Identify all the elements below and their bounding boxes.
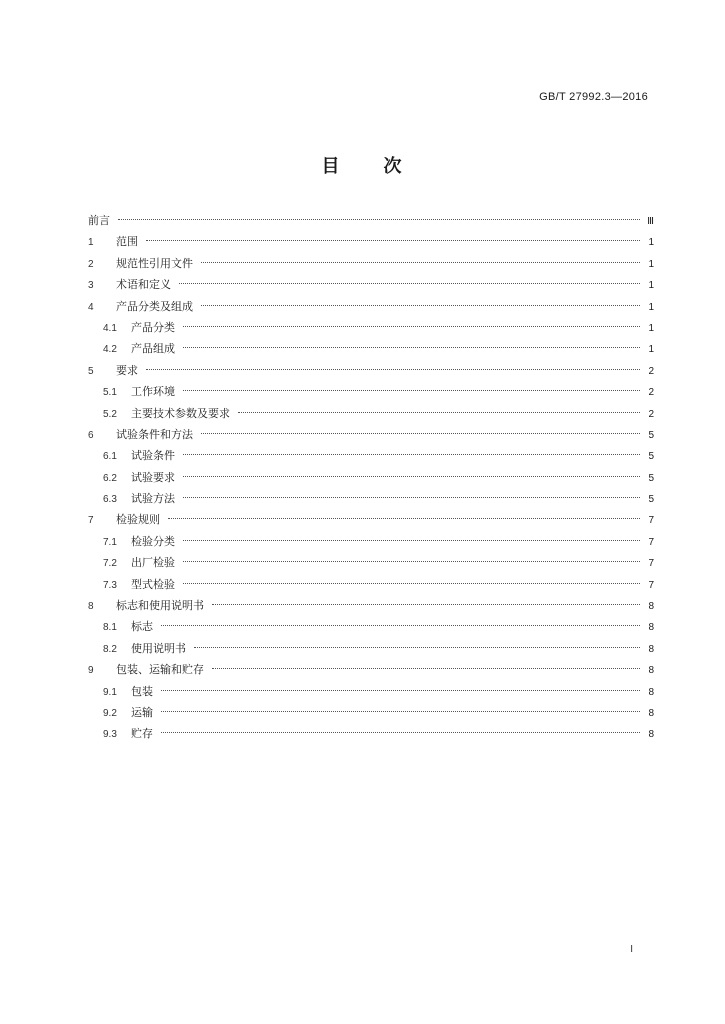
toc-leader-dots (212, 668, 640, 669)
toc-entry-label: 要求 (116, 363, 138, 377)
toc-leader-dots (238, 412, 640, 413)
toc-entry[interactable] (88, 360, 654, 381)
toc-entry[interactable] (88, 253, 654, 274)
toc-entry-page: 7 (648, 558, 654, 570)
toc-entry-label: 范围 (116, 235, 138, 249)
toc-entry-label: 试验条件 (131, 449, 175, 463)
toc-leader-dots (201, 305, 640, 306)
toc-entry[interactable] (88, 531, 654, 552)
toc-entry-number: 4.1 (103, 322, 117, 334)
toc-entry-label: 标志和使用说明书 (116, 599, 204, 613)
toc-entry[interactable] (88, 595, 654, 616)
toc-entry-label: 标志 (131, 620, 153, 634)
toc-entry-page: 1 (648, 237, 654, 249)
toc-entry-label: 产品分类 (131, 320, 175, 334)
toc-leader-dots (201, 262, 640, 263)
toc-entry-number: 7.3 (103, 579, 117, 591)
toc-entry[interactable] (88, 681, 654, 702)
toc-entry[interactable] (88, 723, 654, 744)
toc-entry[interactable] (88, 338, 654, 359)
toc-entry-page: 5 (648, 451, 654, 463)
toc-entry-label: 检验规则 (116, 513, 160, 527)
toc-entry-label: 术语和定义 (116, 278, 171, 292)
toc-entry-label: 试验要求 (131, 470, 175, 484)
standard-code: GB/T 27992.3—2016 (539, 91, 648, 103)
toc-entry-number: 5.2 (103, 408, 117, 420)
toc-entry-page: Ⅲ (647, 216, 654, 227)
toc-leader-dots (183, 497, 640, 498)
toc-entry[interactable] (88, 274, 654, 295)
toc-entry[interactable] (88, 467, 654, 488)
toc-entry-number: 1 (88, 237, 94, 249)
title-char-1: 目 (321, 156, 342, 177)
toc-entry-page: 7 (648, 579, 654, 591)
page-title (0, 152, 725, 178)
toc-entry-label: 产品分类及组成 (116, 299, 193, 313)
toc-entry-number: 8.2 (103, 643, 117, 655)
toc-entry-page: 8 (648, 643, 654, 655)
toc-entry-page: 1 (648, 280, 654, 292)
toc-entry-page: 7 (648, 515, 654, 527)
toc-leader-dots (146, 369, 640, 370)
toc-entry-number: 5 (88, 365, 94, 377)
toc-entry-number: 4 (88, 301, 94, 313)
toc-leader-dots (183, 540, 640, 541)
toc-leader-dots (179, 283, 640, 284)
table-of-contents (88, 210, 654, 745)
toc-entry-number: 9 (88, 665, 94, 677)
toc-leader-dots (183, 390, 640, 391)
toc-leader-dots (161, 625, 640, 626)
toc-entry-page: 2 (648, 408, 654, 420)
toc-entry-number: 9.1 (103, 686, 117, 698)
toc-leader-dots (161, 711, 640, 712)
toc-entry[interactable] (88, 210, 654, 231)
title-char-2: 次 (383, 156, 404, 177)
toc-entry-page: 8 (648, 707, 654, 719)
toc-leader-dots (168, 518, 640, 519)
toc-leader-dots (212, 604, 640, 605)
toc-leader-dots (183, 326, 640, 327)
toc-entry-label: 产品组成 (131, 342, 175, 356)
toc-entry-page: 5 (648, 429, 654, 441)
toc-entry[interactable] (88, 403, 654, 424)
toc-entry-number: 3 (88, 280, 94, 292)
toc-entry-page: 2 (648, 365, 654, 377)
toc-entry-number: 2 (88, 258, 94, 270)
toc-entry-label: 包装、运输和贮存 (116, 663, 204, 677)
toc-entry-page: 8 (648, 729, 654, 741)
toc-entry-label: 试验条件和方法 (116, 427, 193, 441)
toc-entry-label: 前言 (88, 214, 110, 227)
toc-entry[interactable] (88, 424, 654, 445)
toc-entry[interactable] (88, 702, 654, 723)
toc-entry[interactable] (88, 296, 654, 317)
toc-entry-number: 9.2 (103, 707, 117, 719)
toc-entry[interactable] (88, 659, 654, 680)
page-number: I (630, 944, 633, 955)
toc-leader-dots (183, 561, 640, 562)
toc-entry-page: 1 (648, 301, 654, 313)
toc-entry-number: 8.1 (103, 622, 117, 634)
toc-entry-page: 1 (648, 258, 654, 270)
toc-entry-page: 7 (648, 536, 654, 548)
toc-entry-number: 6.2 (103, 472, 117, 484)
toc-leader-dots (146, 240, 640, 241)
toc-entry-number: 7 (88, 515, 94, 527)
toc-entry-label: 检验分类 (131, 534, 175, 548)
toc-leader-dots (183, 454, 640, 455)
toc-entry-number: 7.2 (103, 558, 117, 570)
toc-entry-page: 8 (648, 665, 654, 677)
toc-leader-dots (161, 732, 640, 733)
toc-leader-dots (161, 690, 640, 691)
toc-entry[interactable] (88, 552, 654, 573)
toc-entry-page: 2 (648, 387, 654, 399)
toc-entry-page: 1 (648, 344, 654, 356)
toc-entry-number: 5.1 (103, 387, 117, 399)
toc-entry-label: 试验方法 (131, 492, 175, 506)
toc-entry-page: 8 (648, 601, 654, 613)
toc-entry-label: 包装 (131, 684, 153, 698)
toc-entry-label: 规范性引用文件 (116, 256, 193, 270)
toc-entry-label: 型式检验 (131, 577, 175, 591)
toc-entry-page: 1 (648, 322, 654, 334)
toc-entry[interactable] (88, 231, 654, 252)
toc-entry-label: 工作环境 (131, 385, 175, 399)
toc-entry-label: 运输 (131, 705, 153, 719)
toc-entry[interactable] (88, 317, 654, 338)
toc-entry-number: 4.2 (103, 344, 117, 356)
toc-leader-dots (118, 219, 640, 220)
toc-entry-page: 5 (648, 494, 654, 506)
toc-entry[interactable] (88, 638, 654, 659)
toc-entry-label: 使用说明书 (131, 641, 186, 655)
toc-entry-number: 6 (88, 429, 94, 441)
toc-entry[interactable] (88, 488, 654, 509)
toc-entry-page: 8 (648, 686, 654, 698)
toc-leader-dots (183, 347, 640, 348)
toc-entry-label: 主要技术参数及要求 (131, 406, 230, 420)
toc-entry-label: 出厂检验 (131, 556, 175, 570)
toc-entry-number: 9.3 (103, 729, 117, 741)
toc-entry-number: 6.3 (103, 494, 117, 506)
toc-entry[interactable] (88, 574, 654, 595)
toc-entry-number: 7.1 (103, 536, 117, 548)
toc-entry-label: 贮存 (131, 727, 153, 741)
toc-entry-page: 5 (648, 472, 654, 484)
toc-entry-number: 8 (88, 601, 94, 613)
toc-entry[interactable] (88, 381, 654, 402)
toc-entry-number: 6.1 (103, 451, 117, 463)
toc-leader-dots (201, 433, 640, 434)
toc-entry-page: 8 (648, 622, 654, 634)
toc-leader-dots (183, 583, 640, 584)
toc-entry[interactable] (88, 445, 654, 466)
toc-leader-dots (194, 647, 640, 648)
toc-leader-dots (183, 476, 640, 477)
toc-entry[interactable] (88, 616, 654, 637)
toc-entry[interactable] (88, 509, 654, 530)
